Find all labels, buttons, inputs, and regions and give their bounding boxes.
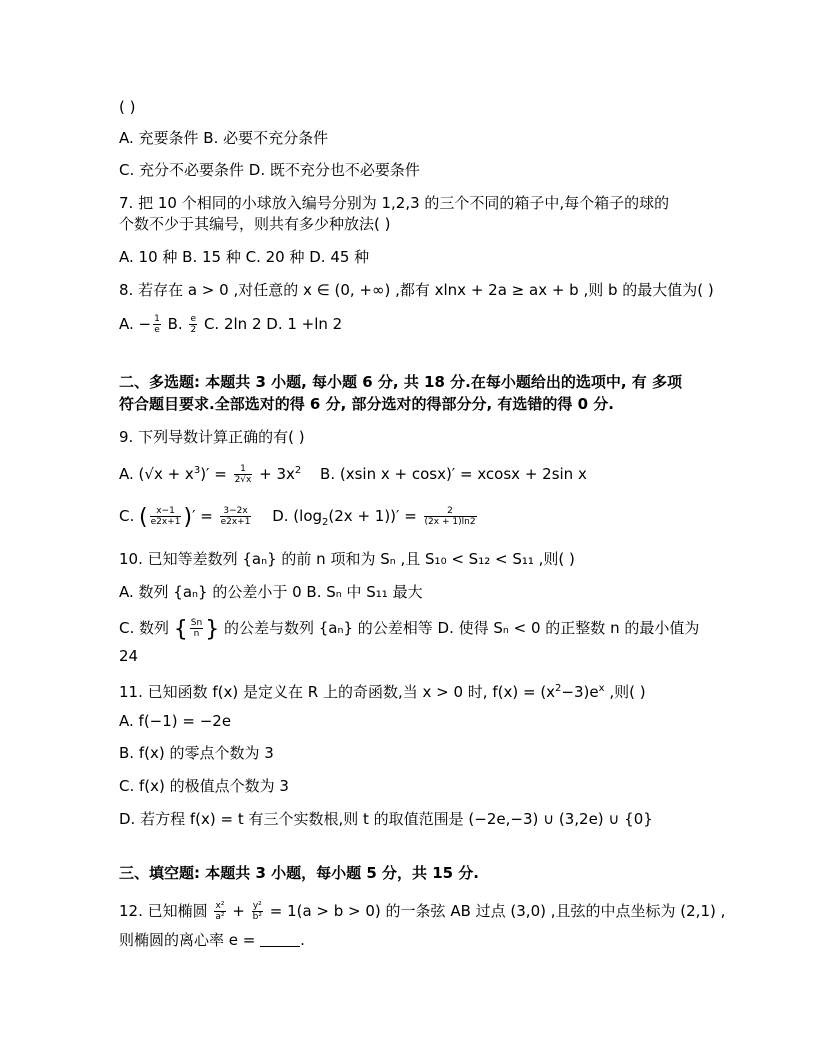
section2-heading-line2: 符合题目要求.全部选对的得 6 分, 部分选对的得部分分, 有选错的得 0 分. — [119, 395, 615, 413]
fraction: $\frac{x-1}{e2x+1}$ — [150, 506, 181, 527]
fraction: $\frac{e}{2}$ — [190, 314, 197, 335]
q11-stem: 11. 已知函数 f(x) 是定义在 R 上的奇函数,当 x > 0 时, $f(x) = (x^2-3)e^x$ ,则( ) — [119, 683, 646, 701]
answer-paren: ( ) — [119, 98, 136, 116]
q6-options-cd: C. 充分不必要条件 D. 既不充分也不必要条件 — [119, 161, 420, 179]
q11-option-b: B. f(x) 的零点个数为 3 — [119, 744, 274, 762]
q10-stem: 10. 已知等差数列 {aₙ} 的前 n 项和为 Sₙ ,且 S₁₀ < S₁₂ < S₁₁ ,则( ) — [119, 550, 575, 568]
fraction: $\frac{1}{2√x}$ — [234, 464, 252, 485]
q12-stem-line2: 则椭圆的离心率 e = . — [119, 931, 305, 949]
q7-stem-line1: 7. 把 10 个相同的小球放入编号分别为 1,2,3 的三个不同的箱子中,每个箱子的球的 — [119, 194, 670, 212]
q8-stem: 8. 若存在 a > 0 ,对任意的 x ∈ (0, +∞) ,都有 xlnx + 2a ≥ ax + b ,则 b 的最大值为( ) — [119, 281, 714, 299]
fraction: $\frac{3-2x}{e2x+1}$ — [220, 506, 251, 527]
q9-options-ab: A. $(√x + x^3)'$ = $\frac{1}{2√x}$ + $3x^2$ B. (xsin x + cosx)′ = xcosx + 2sin x — [119, 464, 587, 485]
q12-stem-line1: 12. 已知椭圆 $\frac{\text{x²}}{\text{a²}}$ + $\frac{\text{y²}}{\text{b²}}$ = 1(a > b > 0) 的一条弦 AB 过点 (3,0) ,且弦的中点坐标为 (2,1) , — [119, 901, 726, 922]
section3-heading: 三、填空题: 本题共 3 小题，每小题 5 分，共 15 分. — [119, 864, 480, 882]
q7-stem-line2: 个数不少于其编号，则共有多少种放法( ) — [119, 215, 391, 233]
fraction: $\frac{Sn}{n}$ — [190, 618, 203, 639]
q8-options: A. − $\frac{1}{e}$ B. $\frac{e}{2}$ C. 2ln 2 D. 1 +ln 2 — [119, 314, 343, 335]
q7-options: A. 10 种 B. 15 种 C. 20 种 D. 45 种 — [119, 248, 370, 266]
q10-option-d-wrap: 24 — [119, 647, 139, 665]
q11-option-d: D. 若方程 f(x) = t 有三个实数根,则 t 的取值范围是 (−2e,−3) ∪ (3,2e) ∪ {0} — [119, 810, 653, 828]
q11-option-a: A. f(−1) = −2e — [119, 712, 232, 730]
q9-options-cd: C. ( $\frac{x-1}{e2x+1}$ )′ = $\frac{3-2x}{e2x+1}$ D. $(\log_2(2x + 1))'$ = $\frac{2}{(2x + 1)\ln 2}$ — [119, 505, 476, 530]
fraction: $\frac{\text{x²}}{\text{a²}}$ — [215, 901, 225, 922]
answer-blank[interactable] — [260, 932, 300, 947]
q10-options-cd: C. 数列 { $\frac{Sn}{n}$ } 的公差与数列 {aₙ} 的公差相等 D. 使得 Sₙ < 0 的正整数 n 的最小值为 — [119, 617, 700, 642]
fraction: $\frac{2}{(2x + 1)\ln 2}$ — [424, 506, 476, 527]
section2-heading-line1: 二、多选题: 本题共 3 小题, 每小题 6 分, 共 18 分.在每小题给出的选项中, 有 多项 — [119, 373, 682, 391]
fraction: $\frac{1}{e}$ — [154, 314, 160, 335]
q10-options-ab: A. 数列 {aₙ} 的公差小于 0 B. Sₙ 中 S₁₁ 最大 — [119, 583, 423, 601]
q6-options-ab: A. 充要条件 B. 必要不充分条件 — [119, 129, 329, 147]
q9-stem: 9. 下列导数计算正确的有( ) — [119, 428, 305, 446]
q11-option-c: C. f(x) 的极值点个数为 3 — [119, 777, 289, 795]
fraction: $\frac{\text{y²}}{\text{b²}}$ — [252, 901, 262, 922]
